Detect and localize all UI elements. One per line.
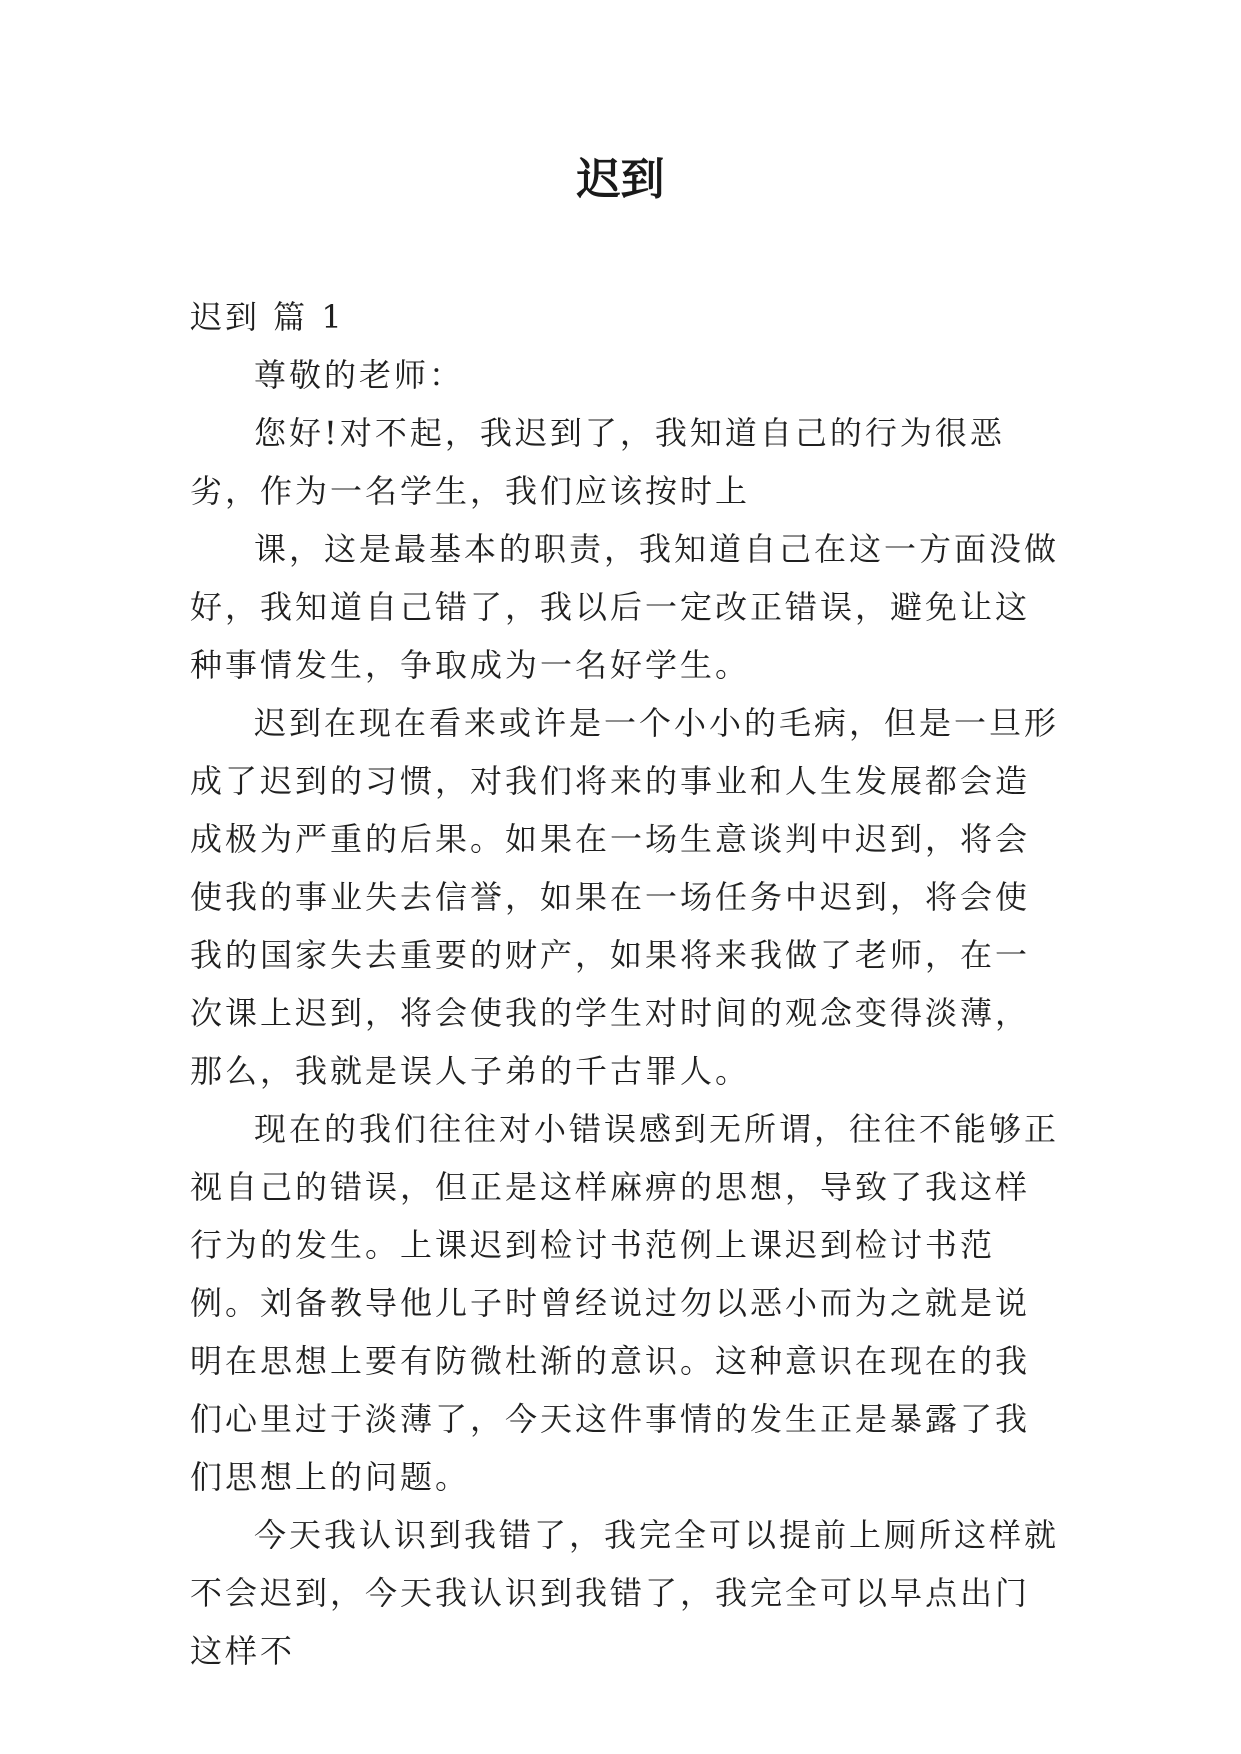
section-heading: 迟到 篇 1 (190, 298, 345, 336)
paragraph-1: 您好!对不起，我迟到了，我知道自己的行为很恶劣，作为一名学生，我们应该按时上 (190, 414, 1005, 510)
paragraph-4: 现在的我们往往对小错误感到无所谓，往往不能够正视自己的错误，但正是这样麻痹的思想，导致了我这样行为的发生。上课迟到检讨书范例上课迟到检讨书范例。刘备教导他儿子时曾经说过勿以恶小而为之就是说明在思想上要有防微杜渐的意识。这种意识在现在的我们心里过于淡薄了，今天这件事情的发生正是暴露了我们思想上的问题。 (190, 1110, 1060, 1496)
document-body (190, 288, 1062, 1680)
paragraph-3: 迟到在现在看来或许是一个小小的毛病，但是一旦形成了迟到的习惯，对我们将来的事业和人生发展都会造成极为严重的后果。如果在一场生意谈判中迟到，将会使我的事业失去信誉，如果在一场任务中迟到，将会使我的国家失去重要的财产，如果将来我做了老师，在一次课上迟到，将会使我的学生对时间的观念变得淡薄，那么，我就是误人子弟的千古罪人。 (190, 704, 1060, 1090)
document-title: 迟到 (576, 154, 665, 205)
salutation: 尊敬的老师： (254, 356, 465, 394)
paragraph-2: 课，这是最基本的职责，我知道自己在这一方面没做好，我知道自己错了，我以后一定改正错误，避免让这种事情发生，争取成为一名好学生。 (190, 530, 1060, 684)
paragraph-5: 今天我认识到我错了，我完全可以提前上厕所这样就不会迟到，今天我认识到我错了，我完全可以早点出门这样不 (190, 1516, 1060, 1670)
